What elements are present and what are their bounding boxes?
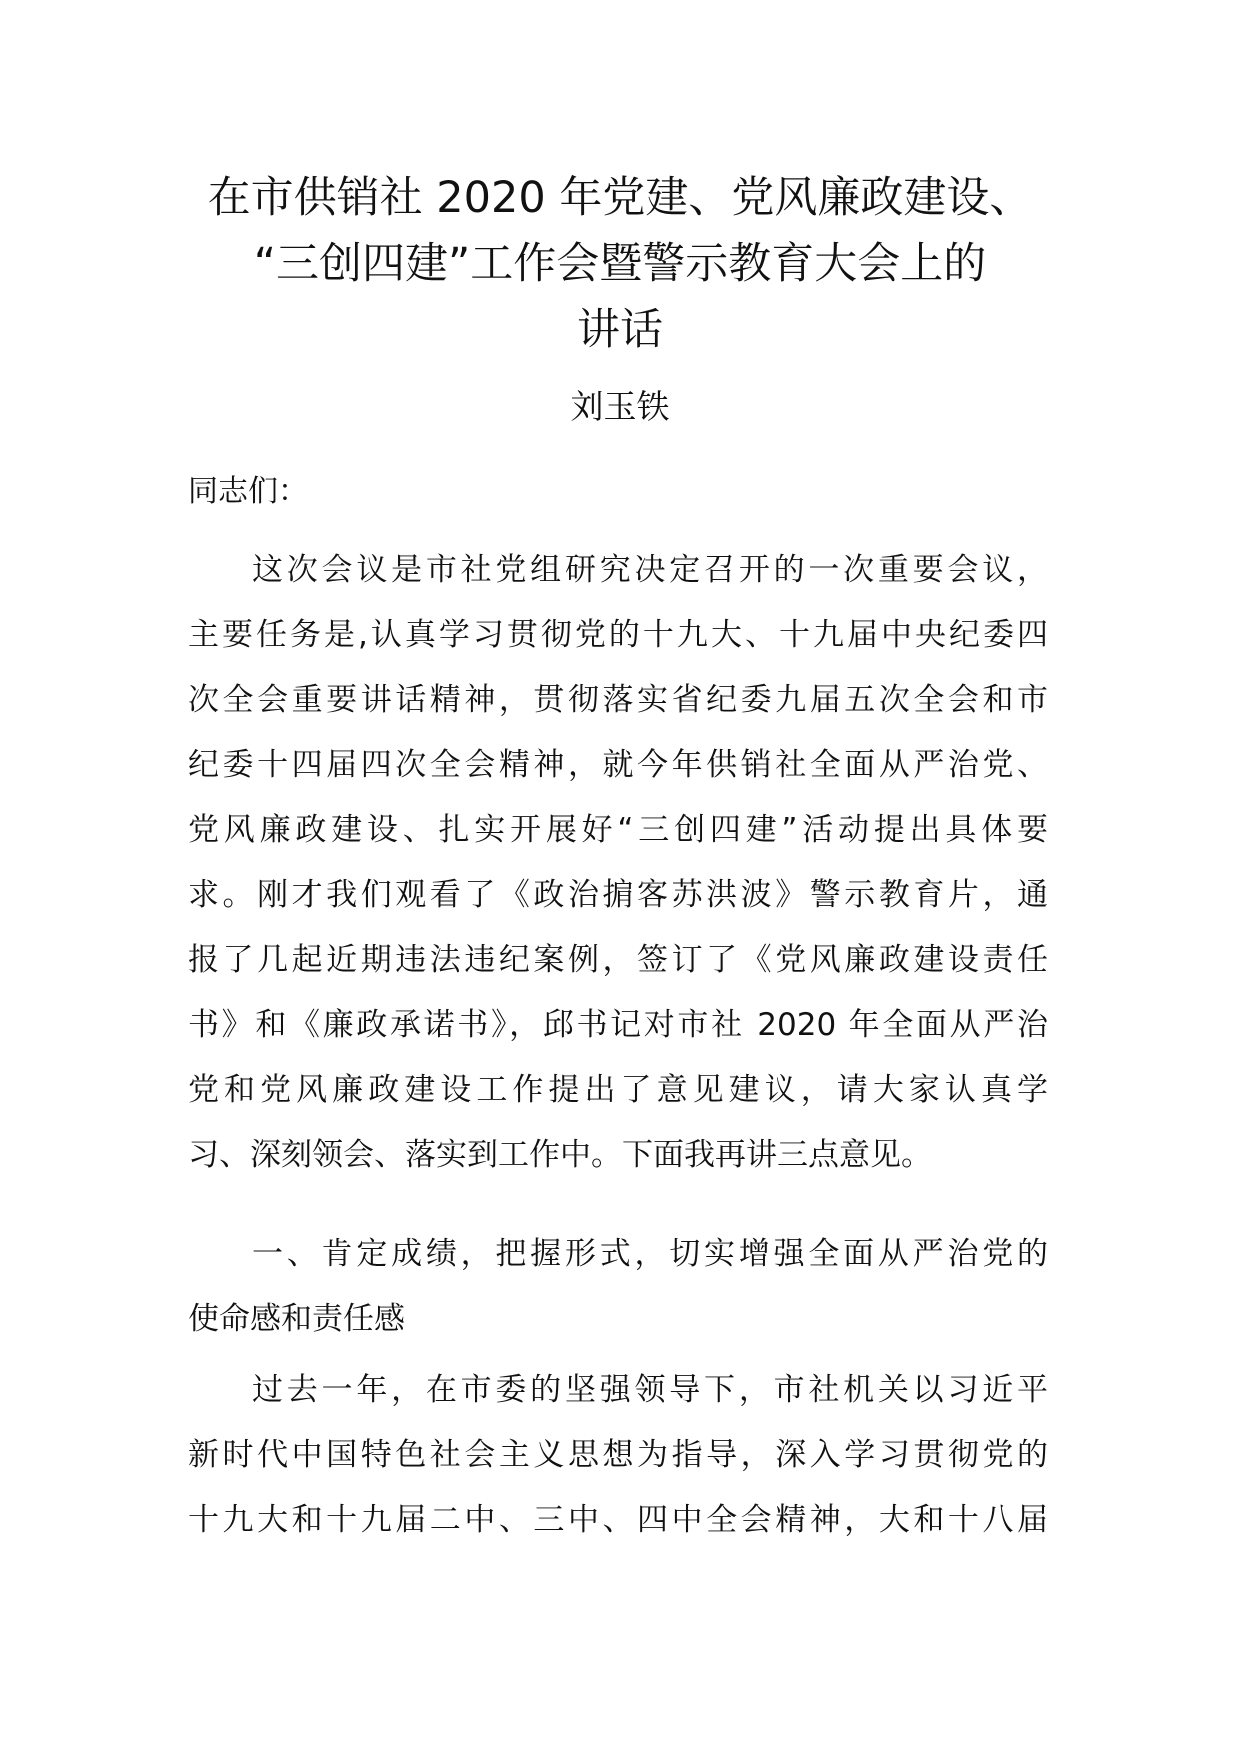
paragraph-line: 报了几起近期违法违纪案例，签订了《党风廉政建设责任	[188, 942, 1048, 978]
paragraph-line: 十九大和十九届二中、三中、四中全会精神，大和十八届	[188, 1502, 1048, 1538]
paragraph-line: 过去一年，在市委的坚强领导下，市社机关以习近平	[252, 1372, 1048, 1408]
paragraph-line: 求。刚才我们观看了《政治掮客苏洪波》警示教育片，通	[188, 877, 1048, 913]
title-line: 讲话	[577, 305, 663, 355]
paragraph-line: 习、深刻领会、落实到工作中。下面我再讲三点意见。	[188, 1137, 932, 1173]
paragraph-line: 书》和《廉政承诺书》，邱书记对市社 2020 年全面从严治	[188, 1007, 1048, 1043]
author-name: 刘玉铁	[570, 387, 670, 426]
paragraph-line: 党和党风廉政建设工作提出了意见建议，请大家认真学	[188, 1072, 1048, 1108]
heading-line: 一、肯定成绩，把握形式，切实增强全面从严治党的	[252, 1236, 1048, 1272]
paragraph-line: 新时代中国特色社会主义思想为指导，深入学习贯彻党的	[188, 1437, 1048, 1473]
section-heading	[188, 1222, 1048, 1352]
paragraph-line: 次全会重要讲话精神，贯彻落实省纪委九届五次全会和市	[188, 682, 1048, 718]
body-paragraph	[188, 538, 1048, 1188]
paragraph-line: 主要任务是,认真学习贯彻党的十九大、十九届中央纪委四	[188, 617, 1048, 653]
title-line: 在市供销社 2020 年党建、党风廉政建设、	[207, 173, 1033, 223]
paragraph-line: 纪委十四届四次全会精神，就今年供销社全面从严治党、	[188, 747, 1048, 783]
heading-line: 使命感和责任感	[188, 1301, 405, 1337]
salutation: 同志们：	[188, 474, 308, 509]
document-title	[160, 165, 1080, 363]
paragraph-line: 这次会议是市社党组研究决定召开的一次重要会议，	[252, 552, 1048, 588]
body-paragraph	[188, 1358, 1048, 1553]
title-line: “三创四建”工作会暨警示教育大会上的	[253, 239, 987, 289]
paragraph-line: 党风廉政建设、扎实开展好“三创四建”活动提出具体要	[188, 812, 1048, 848]
